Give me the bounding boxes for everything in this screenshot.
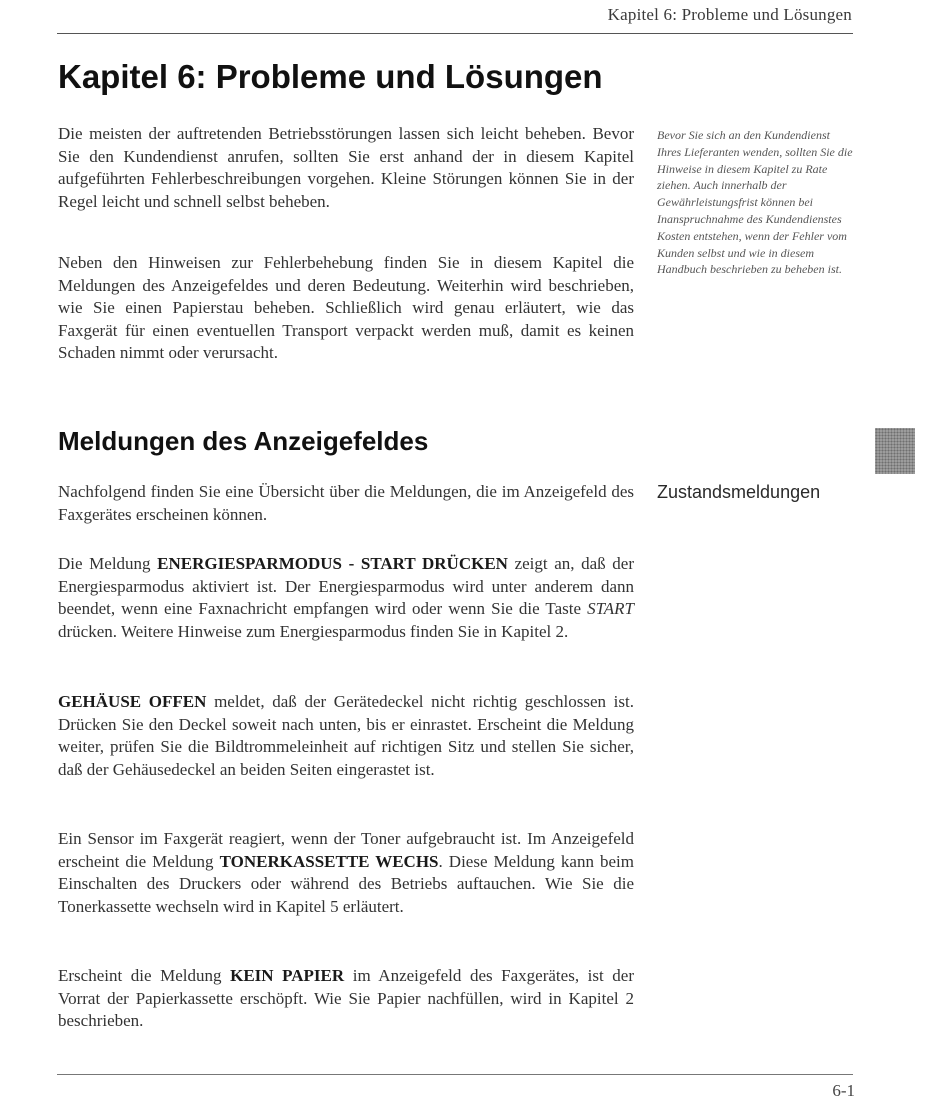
paper-keyword: KEIN PAPIER — [230, 966, 345, 985]
chapter-title: Kapitel 6: Probleme und Lösungen — [58, 58, 603, 95]
message-no-paper-text — [58, 965, 634, 1033]
margin-note: Bevor Sie sich an den Kundendienst Ihres Lieferanten wenden, sollten Sie die Hinweise in diesem Kapitel zu Rate ziehen. Auch innerhalb der Gewährleistungsfrist können bei Inanspruchnahme des Kundendienstes Kosten entstehen, wenn der Fehler vom Kunden selbst und wie in diesem Handbuch beschrieben zu beheben ist. — [657, 128, 853, 277]
message-energy-saving — [58, 553, 634, 643]
start-key-name: START — [587, 599, 634, 618]
cover-text-post: meldet, daß der Gerätedeckel nicht richtig geschlossen ist. Drücken Sie den Deckel soweit nach unten, bis er einrastet. Erscheint die Meldung weiter, prüfen Sie die Bildtrommeleinheit auf richtigen Sitz und stellen Sie sicher, daß der Gehäusedeckel an beiden Seiten eingerastet ist. — [58, 692, 634, 779]
energy-text-mid: zeigt an, daß der Energiesparmodus aktiviert ist. Der Energiesparmodus wird unter anderem dann beendet, wenn eine Faxnachricht empfangen wird oder wenn Sie die Taste — [58, 554, 634, 618]
message-toner-text — [58, 828, 634, 918]
energy-keyword: ENERGIESPARMODUS - START DRÜCKEN — [157, 554, 508, 573]
message-no-paper — [58, 965, 634, 1033]
running-header: Kapitel 6: Probleme und Lösungen — [607, 5, 852, 24]
header-rule — [57, 33, 853, 34]
paper-text-pre: Erscheint die Meldung — [58, 966, 231, 985]
message-toner — [58, 828, 634, 918]
energy-text-post: drücken. Weitere Hinweise zum Energiesparmodus finden Sie in Kapitel 2. — [58, 621, 569, 641]
thumb-tab — [875, 428, 915, 474]
message-energy-saving-text — [58, 553, 634, 643]
paper-text-post: im Anzeigefeld des Faxgerätes, ist der Vorrat der Papierkassette erschöpft. Wie Sie Papier nachfüllen, wird in Kapitel 2 beschrieben. — [58, 966, 634, 1030]
energy-text-pre: Die Meldung — [58, 554, 158, 573]
footer-rule — [57, 1074, 853, 1075]
message-cover-open — [58, 691, 634, 781]
page-number: 6-1 — [832, 1081, 855, 1100]
messages-intro-text: Nachfolgend finden Sie eine Übersicht über die Meldungen, die im Anzeigefeld des Faxgerätes erscheinen können. — [58, 482, 634, 524]
intro-paragraph-2-text: Neben den Hinweisen zur Fehlerbehebung finden Sie in diesem Kapitel die Meldungen des Anzeigefeldes und deren Bedeutung. Weiterhin wird beschrieben, wie Sie einen Papierstau beheben. Schließlich wird genau erläutert, wie das Faxgerät für einen eventuellen Transport verpackt werden muß, damit es keinen Schaden nimmt oder verursacht. — [58, 253, 634, 362]
margin-label: Zustandsmeldungen — [657, 482, 821, 502]
message-cover-open-text — [58, 691, 634, 781]
toner-text-post: . Diese Meldung kann beim Einschalten des Druckers oder während des Betriebs auftauchen. Wie Sie die Tonerkassette wechseln wird in Kapitel 5 erläutert. — [58, 851, 634, 916]
section-title: Meldungen des Anzeigefeldes — [58, 426, 429, 456]
toner-text-pre: Ein Sensor im Faxgerät reagiert, wenn der Toner aufgebraucht ist. Im Anzeigefeld erscheint die Meldung — [58, 829, 634, 871]
intro-paragraph-1-text: Die meisten der auftretenden Betriebsstörungen lassen sich leicht beheben. Bevor Sie den Kundendienst anrufen, sollten Sie erst anhand der in diesem Kapitel aufgeführten Fehlerbeschreibungen vorgehen. Kleine Störungen können Sie in der Regel leicht und schnell selbst beheben. — [58, 124, 634, 211]
toner-keyword: TONERKASSETTE WECHS — [219, 851, 439, 871]
messages-intro — [58, 481, 634, 526]
intro-paragraph-1 — [58, 123, 634, 213]
intro-paragraph-2 — [58, 252, 634, 365]
cover-keyword: GEHÄUSE OFFEN — [58, 692, 207, 711]
